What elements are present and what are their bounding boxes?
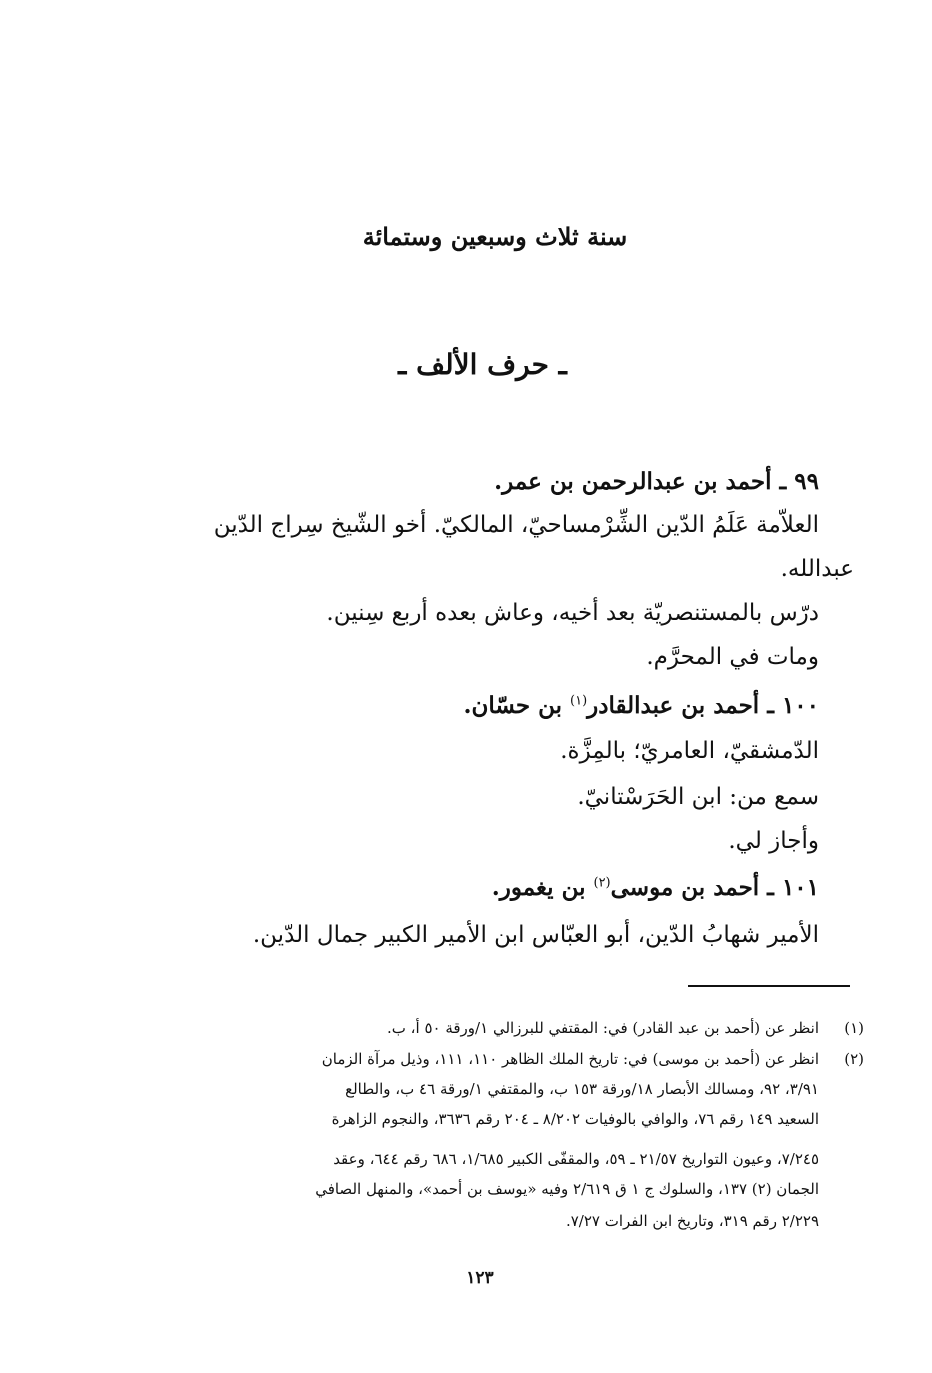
footnote-1-line-1: انظر عن (أحمد بن عبد القادر) في: المقتفي للبرزالي ١/ورقة ٥٠ أ، ب.	[387, 1019, 819, 1037]
footnote-ref-1: (١)	[570, 693, 588, 709]
footnote-2-line-2: ٣/٩١، ٩٢، ومسالك الأبصار ١٨/ورقة ١٥٣ ب، والمقتفي ١/ورقة ٤٦ ب، والطالع	[345, 1080, 819, 1098]
footnote-divider	[688, 985, 850, 987]
entry-99-line-4: ومات في المحرَّم.	[646, 644, 819, 670]
footnote-2-number: (٢)	[844, 1050, 864, 1068]
footnote-2-line-4: ٧/٢٤٥، وعيون التواريخ ٢١/٥٧ ـ ٥٩، والمقفّى الكبير ١/٦٨٥، ٦٨٦ رقم ٦٤٤، وعقد	[333, 1150, 819, 1168]
entry-100-head	[463, 692, 819, 719]
footnote-2-line-1: انظر عن (أحمد بن موسى) في: تاريخ الملك الظاهر ١١٠، ١١١، وذيل مرآة الزمان	[321, 1050, 819, 1068]
entry-100-name-end: بن حسّان.	[463, 692, 571, 719]
entry-100-name: ١٠٠ ـ أحمد بن عبدالقادر	[587, 692, 819, 719]
entry-101-line-1: الأمير شهابُ الدّين، أبو العبّاس ابن الأمير الكبير جمال الدّين.	[252, 922, 819, 948]
footnote-1-number: (١)	[844, 1019, 864, 1037]
entry-100-line-2: سمع من: ابن الحَرَسْتانيّ.	[577, 784, 819, 810]
entry-99-line-1: العلاّمة عَلَمُ الدّين الشِّرْمساحيّ، المالكيّ. أخو الشّيخ سِراج الدّين	[213, 512, 819, 538]
entry-99-line-2: عبدالله.	[780, 556, 854, 582]
entry-100-line-3: وأجاز لي.	[728, 828, 819, 854]
entry-100-line-1: الدّمشقيّ، العامريّ؛ بالمِزَّة.	[560, 738, 819, 764]
entry-101-head	[492, 874, 819, 901]
footnote-2-line-6: ٢/٢٢٩ رقم ٣١٩، وتاريخ ابن الفرات ٧/٢٧.	[565, 1212, 819, 1230]
section-title: ـ حرف الألف ـ	[398, 348, 567, 381]
page-number: ١٢٣	[466, 1268, 494, 1288]
footnote-ref-2: (٢)	[593, 875, 611, 891]
entry-99-head: ٩٩ ـ أحمد بن عبدالرحمن بن عمر.	[494, 468, 819, 495]
footnote-2-line-5: الجمان (٢) ١٣٧، والسلوك ج ١ ق ٢/٦١٩ وفيه «يوسف بن أحمد»، والمنهل الصافي	[315, 1180, 819, 1198]
entry-101-name: ١٠١ ـ أحمد بن موسى	[610, 874, 819, 901]
entry-99-line-3: درّس بالمستنصريّة بعد أخيه، وعاش بعده أربع سِنين.	[326, 600, 819, 626]
entry-101-name-end: بن يغمور.	[491, 874, 594, 901]
footnote-2-line-3: السعيد ١٤٩ رقم ٧٦، والوافي بالوفيات ٨/٢٠٢ ـ ٢٠٤ رقم ٣٦٣٦، والنجوم الزاهرة	[331, 1110, 819, 1128]
year-title: سنة ثلاث وسبعين وستمائة	[362, 222, 628, 251]
